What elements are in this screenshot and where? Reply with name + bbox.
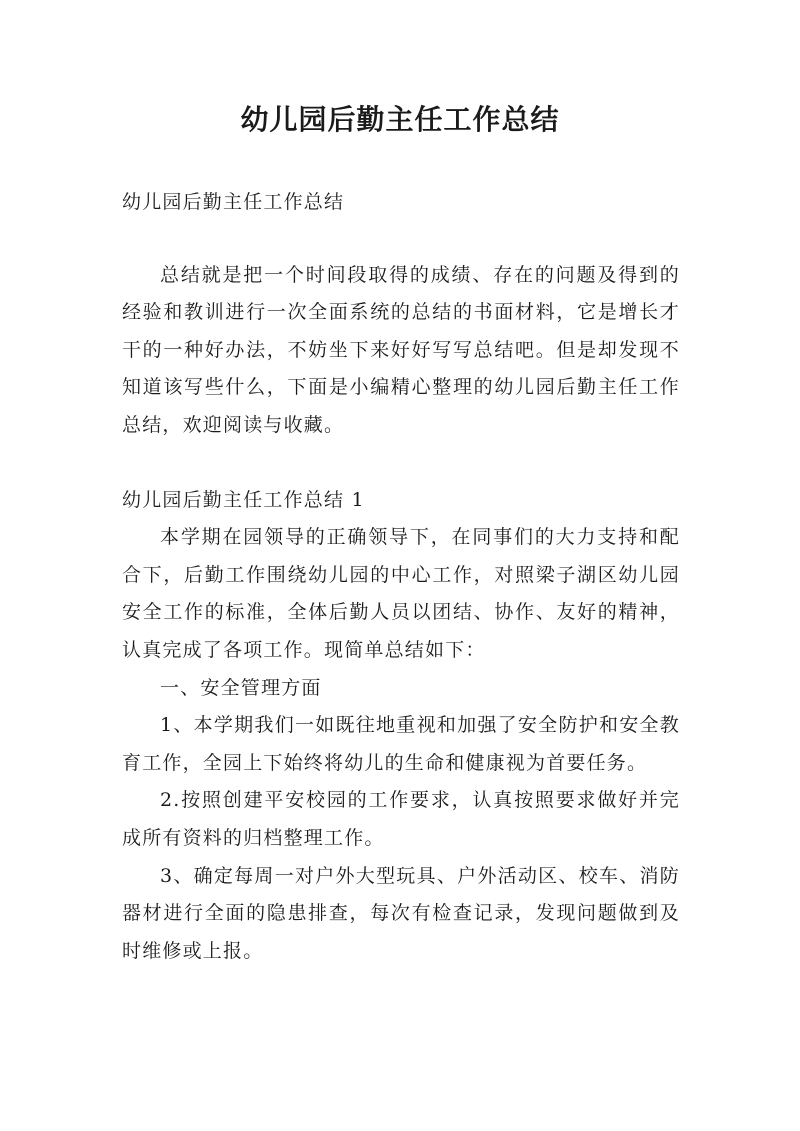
body-paragraph: 一、安全管理方面 — [160, 676, 322, 699]
document-subtitle: 幼儿园后勤主任工作总结 — [122, 191, 345, 213]
document-title: 幼儿园后勤主任工作总结 — [240, 103, 560, 136]
body-paragraph: 3、确定每周一对户外大型玩具、户外活动区、校车、消防器材进行全面的隐患排查，每次有检查记录，发现问题做到及时维修或上报。 — [122, 864, 680, 962]
intro-paragraph: 总结就是把一个时间段取得的成绩、存在的问题及得到的经验和教训进行一次全面系统的总结的书面材料，它是增长才干的一种好办法，不妨坐下来好好写写总结吧。但是却发现不知道该写些什么，下面是小编精心整理的幼儿园后勤主任工作总结，欢迎阅读与收藏。 — [122, 263, 680, 436]
document-body — [122, 184, 680, 970]
body-paragraph: 2.按照创建平安校园的工作要求，认真按照要求做好并完成所有资料的归档整理工作。 — [122, 789, 680, 849]
body-paragraph: 本学期在园领导的正确领导下，在同事们的大力支持和配合下，后勤工作围绕幼儿园的中心工作，对照梁子湖区幼儿园安全工作的标准，全体后勤人员以团结、协作、友好的精神，认真完成了各项工作。现简单总结如下： — [122, 526, 680, 661]
body-paragraph: 1、本学期我们一如既往地重视和加强了安全防护和安全教育工作，全园上下始终将幼儿的生命和健康视为首要任务。 — [122, 714, 680, 774]
section-heading: 幼儿园后勤主任工作总结 1 — [122, 488, 365, 511]
